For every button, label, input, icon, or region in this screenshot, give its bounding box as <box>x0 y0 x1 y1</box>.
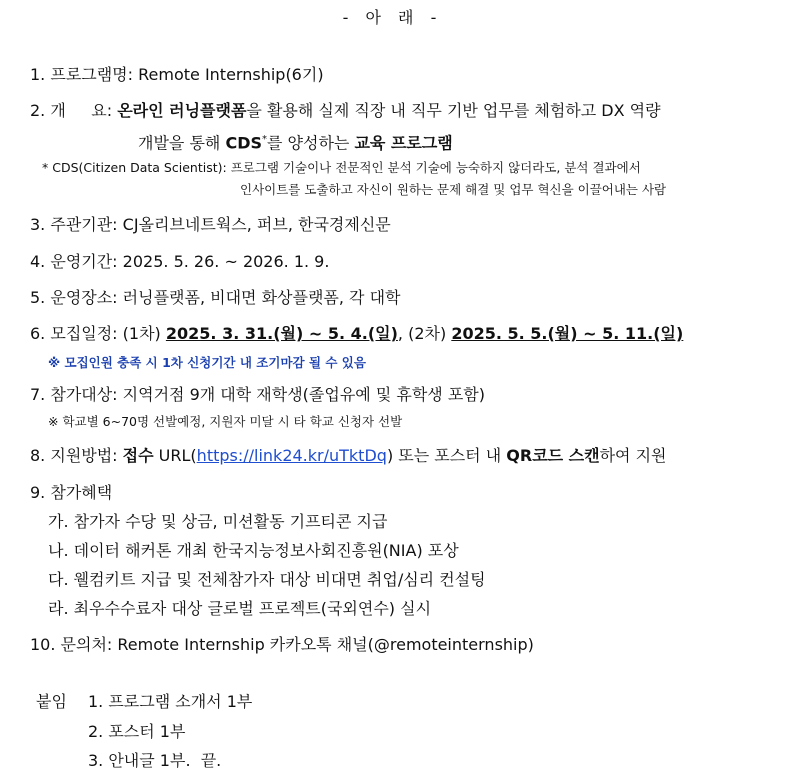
schedule-date1: 2025. 3. 31.(월) ~ 5. 4.(일) <box>165 324 398 343</box>
benefit-item <box>48 570 486 590</box>
benefit-item <box>48 599 431 619</box>
apply-text-1: URL( <box>153 446 197 465</box>
cds-note-line1 <box>42 159 641 177</box>
apply-bold-receive: 접수 <box>122 446 154 465</box>
apply-text-3: 하여 지원 <box>599 446 667 465</box>
item-value: 지역거점 9개 대학 재학생(졸업유예 및 휴학생 포함) <box>122 385 485 404</box>
benefit-value: 웰컴키트 지급 및 전체참가자 대상 비대면 취업/심리 컨설팅 <box>73 570 486 589</box>
overview-bold-cds: CDS <box>225 133 262 153</box>
overview-bold-platform: 온라인 러닝플랫폼 <box>117 101 247 120</box>
item-label: 운영장소: <box>50 288 118 307</box>
overview-text-2a: 개발을 통해 <box>138 133 226 153</box>
item-overview-line2 <box>138 130 453 153</box>
benefit-value: 최우수수료자 대상 글로벌 프로젝트(국외연수) 실시 <box>73 599 432 618</box>
attachment-item: 1. 프로그램 소개서 1부 <box>88 692 253 711</box>
schedule-date2: 2025. 5. 5.(월) ~ 5. 11.(일) <box>451 324 684 343</box>
overview-sup: * <box>262 134 267 145</box>
item-number: 10. <box>30 635 56 654</box>
item-number: 2. <box>30 101 46 120</box>
item-value: Remote Internship(6기) <box>138 65 324 84</box>
item-organizer <box>30 215 391 235</box>
attachment-item: 2. 포스터 1부 <box>88 722 186 741</box>
item-label: 프로그램명: <box>50 65 134 84</box>
item-location <box>30 288 400 308</box>
item-label: 문의처: <box>60 635 113 654</box>
item-value: 2025. 5. 26. ~ 2026. 1. 9. <box>122 252 330 271</box>
item-number: 5. <box>30 288 46 307</box>
overview-text-1: 을 활용해 실제 직장 내 직무 기반 업무를 체험하고 DX 역량 <box>246 101 661 120</box>
benefit-key: 다. <box>48 570 69 589</box>
benefit-value: 참가자 수당 및 상금, 미션활동 기프티콘 지급 <box>73 512 388 531</box>
item-number: 7. <box>30 385 46 404</box>
item-period <box>30 252 329 272</box>
item-number: 6. <box>30 324 46 343</box>
item-target <box>30 385 485 405</box>
item-apply <box>30 446 667 466</box>
benefit-key: 가. <box>48 512 69 531</box>
item-value: 러닝플랫폼, 비대면 화상플랫폼, 각 대학 <box>122 288 401 307</box>
item-benefits <box>30 483 112 503</box>
attachments-label: 붙임 <box>36 692 67 711</box>
benefit-key: 라. <box>48 599 69 618</box>
benefit-value: 데이터 해커톤 개최 한국지능정보사회진흥원(NIA) 포상 <box>73 541 459 560</box>
item-label: 모집일정: <box>50 324 118 343</box>
cds-note-prefix: * CDS(Citizen Data Scientist): <box>42 160 227 175</box>
item-program-name <box>30 65 324 85</box>
item-label: 참가대상: <box>50 385 118 404</box>
item-number: 8. <box>30 446 46 465</box>
section-title: - 아 래 - <box>342 8 443 27</box>
schedule-phase1: (1차) <box>122 324 161 343</box>
target-note: ※ 학교별 6~70명 선발예정, 지원자 미달 시 타 학교 신청자 선발 <box>48 414 403 429</box>
schedule-sep: , <box>397 324 403 343</box>
item-number: 4. <box>30 252 46 271</box>
schedule-note <box>48 352 366 373</box>
item-label: 개 요: <box>50 101 113 120</box>
item-schedule <box>30 324 683 344</box>
attachment-item: 3. 안내글 1부. 끝. <box>88 751 222 770</box>
item-label: 지원방법: <box>50 446 118 465</box>
overview-text-2b: 를 양성하는 <box>267 133 355 153</box>
item-contact <box>30 635 534 655</box>
item-value: Remote Internship 카카오톡 채널(@remoteinternship) <box>117 635 534 654</box>
item-number: 3. <box>30 215 46 234</box>
apply-bold-qr: QR코드 스캔 <box>506 446 600 465</box>
schedule-note-text: ※ 모집인원 충족 시 1차 신청기간 내 조기마감 될 수 있음 <box>48 355 366 370</box>
item-label: 참가혜택 <box>50 483 113 502</box>
benefit-key: 나. <box>48 541 69 560</box>
schedule-phase2: (2차) <box>408 324 447 343</box>
item-number: 9. <box>30 483 46 502</box>
item-label: 주관기관: <box>50 215 118 234</box>
item-overview <box>30 101 661 121</box>
apply-link[interactable]: https://link24.kr/uTktDq <box>196 446 387 465</box>
item-label: 운영기간: <box>50 252 118 271</box>
item-value: CJ올리브네트웍스, 퍼브, 한국경제신문 <box>122 215 391 234</box>
benefit-item <box>48 512 387 532</box>
cds-note-text1: 프로그램 기술이나 전문적인 분석 기술에 능숙하지 않더라도, 분석 결과에서 <box>230 160 641 175</box>
overview-bold-education: 교육 프로그램 <box>354 133 453 153</box>
apply-text-2: ) 또는 포스터 내 <box>386 446 507 465</box>
benefit-item <box>48 541 459 561</box>
item-number: 1. <box>30 65 46 84</box>
cds-note-line2: 인사이트를 도출하고 자신이 원하는 문제 해결 및 업무 혁신을 이끌어내는 사람 <box>240 182 667 197</box>
